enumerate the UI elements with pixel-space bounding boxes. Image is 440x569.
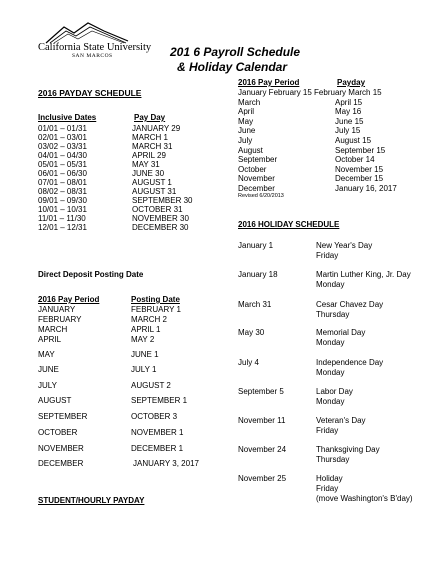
deposit-period-cell: MAY <box>38 350 55 359</box>
period-month-cell: October <box>238 164 267 174</box>
period-payday-cell: November 15 <box>335 164 384 174</box>
holiday-date-cell: March 31 <box>238 300 272 309</box>
deposit-posting-cell: SEPTEMBER 1 <box>131 396 188 405</box>
holiday-day-cell: Monday <box>316 280 345 289</box>
period-month-cell: May <box>238 116 254 126</box>
deposit-posting-cell: OCTOBER 3 <box>131 412 178 421</box>
deposit-period-cell: AUGUST <box>38 396 72 405</box>
deposit-posting-cell: APRIL 1 <box>131 325 161 334</box>
revised-note: Revised 6/20/2013 <box>238 193 284 199</box>
payday-schedule-heading: 2016 PAYDAY SCHEDULE <box>38 88 142 98</box>
holiday-date-cell: September 5 <box>238 387 284 396</box>
deposit-period-cell: OCTOBER <box>38 428 78 437</box>
holiday-heading: 2016 HOLIDAY SCHEDULE <box>238 220 340 229</box>
payday-date-cell: JUNE 30 <box>132 169 165 178</box>
holiday-day-cell: Monday <box>316 397 345 406</box>
payday-date-cell: NOVEMBER 30 <box>132 214 189 223</box>
deposit-period-cell: MARCH <box>38 325 68 334</box>
period-month-cell: August <box>238 145 263 155</box>
holiday-day-cell: Thursday <box>316 310 350 319</box>
deposit-period-cell: JULY <box>38 381 57 390</box>
holiday-name-cell: Memorial Day <box>316 328 366 337</box>
holiday-date-cell: May 30 <box>238 328 265 337</box>
payday-dates-cell: 07/01 – 08/01 <box>38 178 87 187</box>
payday-date-cell: AUGUST 31 <box>132 187 177 196</box>
deposit-col-period: 2016 Pay Period <box>38 295 100 304</box>
holiday-date-cell: January 1 <box>238 241 274 250</box>
payday-date-cell: MARCH 31 <box>132 142 173 151</box>
payday-col-payday: Pay Day <box>134 113 166 122</box>
payday-date-cell: SEPTEMBER 30 <box>132 196 193 205</box>
payday-date-cell: MARCH 1 <box>132 133 169 142</box>
payday-dates-cell: 02/01 – 03/01 <box>38 133 87 142</box>
deposit-period-cell: NOVEMBER <box>38 444 84 453</box>
holiday-date-cell: July 4 <box>238 358 259 367</box>
payday-dates-cell: 01/01 – 01/31 <box>38 124 87 133</box>
payday-date-cell: AUGUST 1 <box>132 178 172 187</box>
payday-dates-cell: 11/01 – 11/30 <box>38 214 86 223</box>
deposit-posting-cell: JULY 1 <box>131 365 157 374</box>
period-payday-cell: April 15 <box>335 97 363 107</box>
payday-date-cell: OCTOBER 31 <box>132 205 183 214</box>
deposit-posting-cell: MAY 2 <box>131 335 155 344</box>
period-col-payday: Payday <box>337 78 366 87</box>
period-payday-cell: December 15 <box>335 174 384 184</box>
payday-date-cell: JANUARY 29 <box>132 124 181 133</box>
deposit-period-cell: JANUARY <box>38 305 76 314</box>
payday-dates-cell: 04/01 – 04/30 <box>38 151 87 160</box>
holiday-name-cell: Veteran's Day <box>316 416 366 425</box>
holiday-name-cell: Holiday <box>316 474 343 483</box>
deposit-posting-cell: AUGUST 2 <box>131 381 171 390</box>
period-month-cell: November <box>238 174 275 184</box>
deposit-posting-cell: DECEMBER 1 <box>131 444 184 453</box>
period-payday-cell: August 15 <box>335 136 372 145</box>
payday-date-cell: DECEMBER 30 <box>132 223 189 232</box>
holiday-name-cell: Independence Day <box>316 358 384 367</box>
payday-dates-cell: 03/02 – 03/31 <box>38 142 87 151</box>
deposit-period-cell: APRIL <box>38 335 62 344</box>
payday-dates-cell: 09/01 – 09/30 <box>38 196 87 205</box>
holiday-day-cell: Thursday <box>316 455 350 464</box>
campus-name: SAN MARCOS <box>72 53 113 59</box>
holiday-name-cell: Labor Day <box>316 387 353 396</box>
payday-dates-cell: 10/01 – 10/31 <box>38 205 87 214</box>
period-month-cell: December <box>238 184 275 193</box>
period-payday-cell: June 15 <box>335 116 364 126</box>
period-month-cell: April <box>238 107 255 117</box>
holiday-date-cell: November 24 <box>238 445 287 454</box>
deposit-period-cell: FEBRUARY <box>38 315 82 324</box>
deposit-posting-cell: NOVEMBER 1 <box>131 428 184 437</box>
holiday-name-cell: Martin Luther King, Jr. Day <box>316 270 411 279</box>
holiday-day-cell: Monday <box>316 338 345 347</box>
period-month-cell: June <box>238 126 256 136</box>
deposit-period-cell: JUNE <box>38 365 59 374</box>
holiday-date-cell: January 18 <box>238 270 278 279</box>
payday-date-cell: MAY 31 <box>132 160 160 169</box>
title-line1: 201 6 Payroll Schedule <box>170 45 301 59</box>
period-col-period: 2016 Pay Period <box>238 78 300 87</box>
payday-dates-cell: 08/02 – 08/31 <box>38 187 87 196</box>
holiday-date-cell: November 25 <box>238 474 287 483</box>
payday-date-cell: APRIL 29 <box>132 151 166 160</box>
holiday-name-cell: Cesar Chavez Day <box>316 300 384 309</box>
period-month-cell: September <box>238 155 278 165</box>
holiday-day-cell: Friday <box>316 426 339 435</box>
holiday-day-cell: Friday <box>316 251 339 260</box>
deposit-posting-cell: JUNE 1 <box>131 350 159 359</box>
deposit-col-posting: Posting Date <box>131 295 180 304</box>
period-payday-cell: September 15 <box>335 145 386 155</box>
holiday-name-cell: New Year's Day <box>316 241 373 250</box>
holiday-note-cell: (move Washington's B'day) <box>316 494 413 503</box>
holiday-day-cell: Friday <box>316 484 339 493</box>
deposit-posting-cell: MARCH 2 <box>131 315 168 324</box>
deposit-posting-cell: FEBRUARY 1 <box>131 305 181 314</box>
period-month-cell: July <box>238 136 253 145</box>
period-payday-cell: January 16, 2017 <box>335 184 397 193</box>
payday-dates-cell: 05/01 – 05/31 <box>38 160 87 169</box>
holiday-date-cell: November 11 <box>238 416 286 425</box>
period-payday-cell: July 15 <box>335 126 361 136</box>
holiday-day-cell: Monday <box>316 368 345 377</box>
direct-deposit-heading: Direct Deposit Posting Date <box>38 270 144 279</box>
university-name: California State University <box>38 42 152 53</box>
payday-dates-cell: 12/01 – 12/31 <box>38 223 87 232</box>
title-line2: & Holiday Calendar <box>177 60 288 74</box>
period-payday-cell: May 16 <box>335 107 362 117</box>
period-payday-cell: October 14 <box>335 155 375 165</box>
student-payday-heading: STUDENT/HOURLY PAYDAY <box>38 496 145 505</box>
period-month-cell: January February 15 February March 15 <box>238 88 382 97</box>
payday-dates-cell: 06/01 – 06/30 <box>38 169 87 178</box>
holiday-name-cell: Thanksgiving Day <box>316 445 380 454</box>
deposit-period-cell: DECEMBER <box>38 459 84 468</box>
period-month-cell: March <box>238 97 261 107</box>
deposit-posting-cell: JANUARY 3, 2017 <box>133 459 199 468</box>
payday-col-dates: Inclusive Dates <box>38 113 97 122</box>
deposit-period-cell: SEPTEMBER <box>38 412 88 421</box>
